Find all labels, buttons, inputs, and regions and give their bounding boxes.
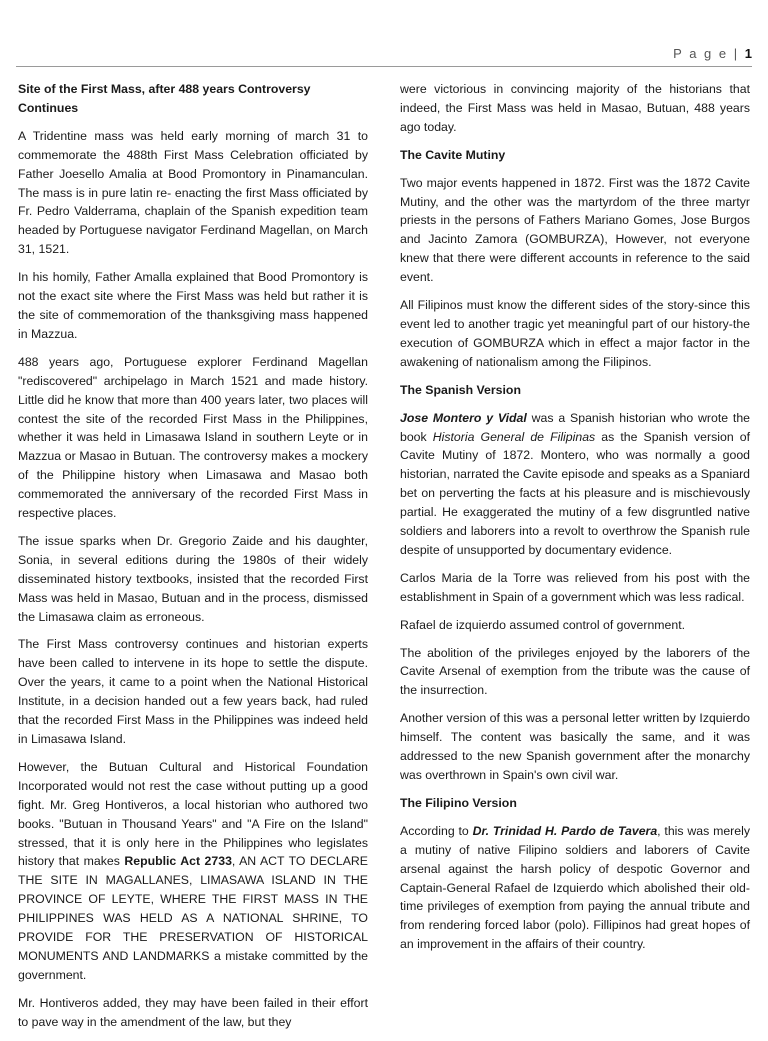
article-title: Site of the First Mass, after 488 years Controversy Continues [18, 82, 311, 115]
page-number: 1 [744, 46, 752, 61]
paragraph: were victorious in convincing majority of the historians that indeed, the First Mass was held in Masao, Butuan, 488 years ago today. [400, 82, 750, 134]
section-heading: The Filipino Version [400, 795, 517, 810]
text-run: was a Spanish historian who wrote the book [400, 410, 751, 444]
paragraph: Another version of this was a personal letter written by Izquierdo himself. The content was basically the same, and it was addressed to the new Spanish government after the monarchy was overthrown in Spain's own civil war. [400, 711, 750, 782]
page-separator: | [733, 46, 740, 61]
paragraph: 488 years ago, Portuguese explorer Ferdinand Magellan "rediscovered" archipelago in March 1521 and made history. Little did he know that more than 400 years later, two places will contest the site of the recorded First Mass in the Philippines, whether it was held in Limasawa Island in southern Leyte or in Mazzua or Masao in Butuan. The controversy makes a mockery of the Philippine history when Limasawa and Masao both commemorated the anniversary of the recorded First Mass in respective places. [18, 354, 368, 521]
text-run: According to [400, 823, 473, 838]
author-name: Jose Montero y Vidal [400, 410, 527, 425]
paragraph: Carlos Maria de la Torre was relieved from his post with the establishment in Spain of a government which was less radical. [400, 570, 750, 604]
paragraph: All Filipinos must know the different sides of the story-since this event led to another tragic yet meaningful part of our history-the execution of GOMBURZA which in effect a major factor in the awakening of nationalism among the Filipinos. [400, 298, 750, 369]
paragraph: The issue sparks when Dr. Gregorio Zaide and his daughter, Sonia, in several editions during the 1980s of their widely disseminated history textbooks, insisted that the recorded First Mass was held in Masao, Butuan and in the process, dismissed the Limasawa claim as erroneous. [18, 533, 368, 624]
author-name: Dr. Trinidad H. Pardo de Tavera [472, 823, 658, 838]
page-header [0, 46, 752, 61]
book-title: Historia General de Filipinas [432, 429, 596, 444]
header-rule [16, 66, 752, 67]
page-label: P a g e [673, 46, 729, 61]
text-run: as the Spanish version of Cavite Mutiny of 1872. Montero, who was normally a good historian, narrated the Cavite episode and speaks as a Spaniard bet on perverting the facts at his pleasure and is mischievously partial. He exaggerated the mutiny of a few disgruntled native soldiers and laborers into a revolt to overthrow the Spanish rule despite of unsupported by documentary evidence. [400, 429, 751, 557]
section-heading: The Cavite Mutiny [400, 147, 506, 162]
paragraph: The abolition of the privileges enjoyed by the laborers of the Cavite Arsenal of exemption from the tribute was the cause of the insurrection. [400, 645, 750, 698]
paragraph: A Tridentine mass was held early morning of march 31 to commemorate the 488th First Mass Celebration officiated by Father Joesello Amalia at Bood Promontory in Pinamanculan. The mass is in pure latin re- enacting the first Mass officiated by Fr. Pedro Valderrama, chaplain of the Spanish expedition team headed by Portuguese navigator Ferdinand Magellan, on March 31, 1521. [18, 128, 368, 257]
law-reference: Republic Act 2733 [124, 854, 232, 869]
paragraph: In his homily, Father Amalla explained that Bood Promontory is not the exact site where the First Mass was held but rather it is the site of commemoration of the thanksgiving mass happened in Mazzua. [18, 270, 368, 341]
section-heading: The Spanish Version [400, 382, 521, 397]
paragraph: Rafael de izquierdo assumed control of government. [400, 617, 686, 632]
text-run: , this was merely a mutiny of native Filipino soldiers and laborers of Cavite arsenal against the harsh policy of despotic Governor and Captain-General Rafael de Izquierdo which abolished their old-time privileges of exemption from paying the annual tribute and from rendering forced labor (polo). Fillipinos had great hopes of an improvement in the affairs of their country. [400, 823, 750, 952]
paragraph [400, 822, 750, 954]
right-column [400, 80, 750, 963]
paragraph [400, 409, 750, 560]
paragraph: Two major events happened in 1872. First was the 1872 Cavite Mutiny, and the other was the martyrdom of the three martyr priests in the persons of Fathers Mariano Gomes, Jose Burgos and Jacinto Zamora (GOMBURZA), However, not everyone knew that there were different accounts in reference to the said event. [400, 175, 750, 285]
paragraph: Mr. Hontiveros added, they may have been failed in their effort to pave way in the amendment of the law, but they [18, 995, 368, 1029]
text-run: However, the Butuan Cultural and Historical Foundation Incorporated would not rest the case without putting up a good fight. Mr. Greg Hontiveros, a local historian who authored two books. "Butuan in Thousand Years" and "A Fire on the Island" stressed, that it is only here in the Philippines who legislates history that makes [18, 759, 368, 869]
text-run: , AN ACT TO DECLARE THE SITE IN MAGALLANES, LIMASAWA ISLAND IN THE PROVINCE OF LEYTE, WHERE THE FIRST MASS IN THE PHILIPPINES WAS HELD AS A NATIONAL SHRINE, TO PROVIDE FOR THE PRESERVATION OF HISTORICAL MONUMENTS AND LANDMARKS a mistake committed by the government. [18, 854, 368, 982]
paragraph: The First Mass controversy continues and historian experts have been called to intervene in its hope to settle the dispute. Over the years, it came to a point when the National Historical Institute, in a decision handed out a few years back, had ruled that the recorded First Mass in the Philippines was indeed held in Limasawa Island. [18, 637, 368, 746]
left-column [18, 80, 368, 1041]
paragraph [18, 758, 368, 985]
